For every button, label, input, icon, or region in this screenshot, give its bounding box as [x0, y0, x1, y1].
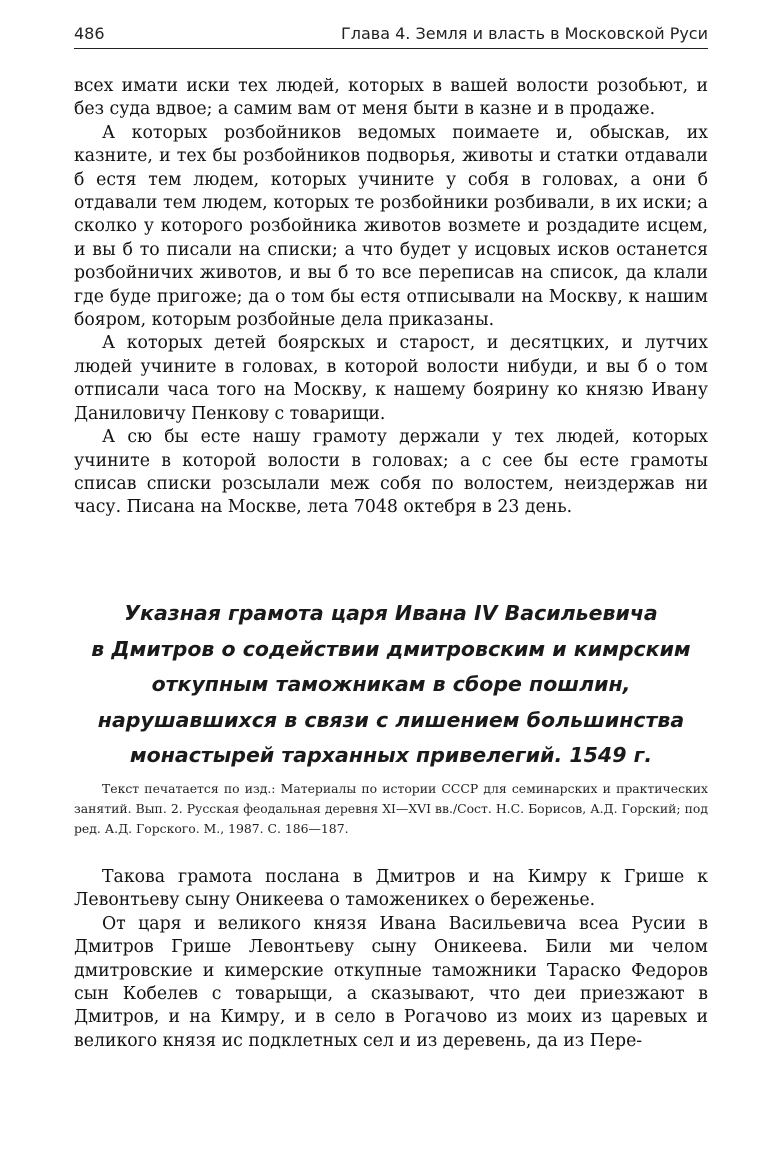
section-heading [74, 596, 708, 774]
source-note [74, 779, 708, 839]
source-note-text: Текст печатается по изд.: Материалы по истории СССР для семинарских и практических занятий. Вып. 2. Русская феодальная деревня XI—XVI вв./Сост. Н.С. Борисов, А.Д. Горский; под ред. А.Д. Горского. М., 1987. С. 186—187. [74, 781, 708, 836]
section-heading-line: Указная грамота царя Ивана IV Васильевича [124, 601, 658, 625]
section-heading-line: в Дмитров о содействии дмитровским и кимрским [91, 636, 691, 661]
running-header [74, 20, 708, 46]
chapter-title: Глава 4. Земля и власть в Московской Руси [341, 24, 708, 43]
section-heading-line: монастырей тарханных привелегий. 1549 г. [129, 743, 653, 768]
paragraph: От царя и великого князя Ивана Васильевича всеа Русии в Дмитров Грише Левонтьеву сыну Оникеева. Били ми челом дмитровские и кимерские откупные таможники Тараско Федоров сын Кобелев с товарыщи, а сказывают, что деи приезжают в Дмитров, и на Кимру, и в село в Рогачово из моих из царевых и великого князя ис подклетных сел и из деревень, да из Пере- [74, 913, 708, 1051]
section-heading-line: нарушавшихся в связи с лишением большинства [97, 707, 685, 732]
paragraph: А которых розбойников ведомых поимаете и, обыскав, их казните, и тех бы розбойников подворья, животы и статки отдавали б естя тем людем, которых учините у собя в головах, а они б отдавали тем людем, которых те розбойники розбивали, в их иски; а сколко у которого розбойника животов возмете и роздадите исцем, и вы б то писали на списки; а что будет у исцовых исков останется розбойничих животов, и вы б то все переписав на список, да клали где буде пригоже; да о том бы естя отписывали на Москву, к нашим бояром, которым розбойные дела приказаны. [74, 122, 708, 331]
paragraph: А которых детей боярскых и старост, и десятцких, и лутчих людей учините в головах, в которой волости нибуди, и вы б о том отписали часа того на Москву, к нашему боярину ко князю Ивану Даниловичу Пенкову с товарищи. [74, 333, 708, 424]
paragraph: А сю бы есте нашу грамоту держали у тех людей, которых учините в которой волости в головах; а с сее бы есте грамоты списав списки розсылали меж собя по волостем, неиздержав ни часу. Писана на Москве, лета 7048 октебря в 23 день. [74, 427, 708, 518]
paragraph: всех имати иски тех людей, которых в вашей волости розобьют, и без суда вдвое; а самим вам от меня быти в казне и в продаже. [74, 76, 708, 120]
paragraph: Такова грамота послана в Дмитров и на Кимру к Грише к Левонтьеву сыну Оникеева о таможеникех о береженье. [74, 867, 708, 911]
section-heading-line: откупным таможникам в сборе пошлин, [151, 672, 631, 697]
body-text-bottom [74, 866, 708, 1053]
body-text-top [74, 75, 708, 520]
header-rule [74, 48, 708, 49]
page-number: 486 [74, 24, 105, 43]
